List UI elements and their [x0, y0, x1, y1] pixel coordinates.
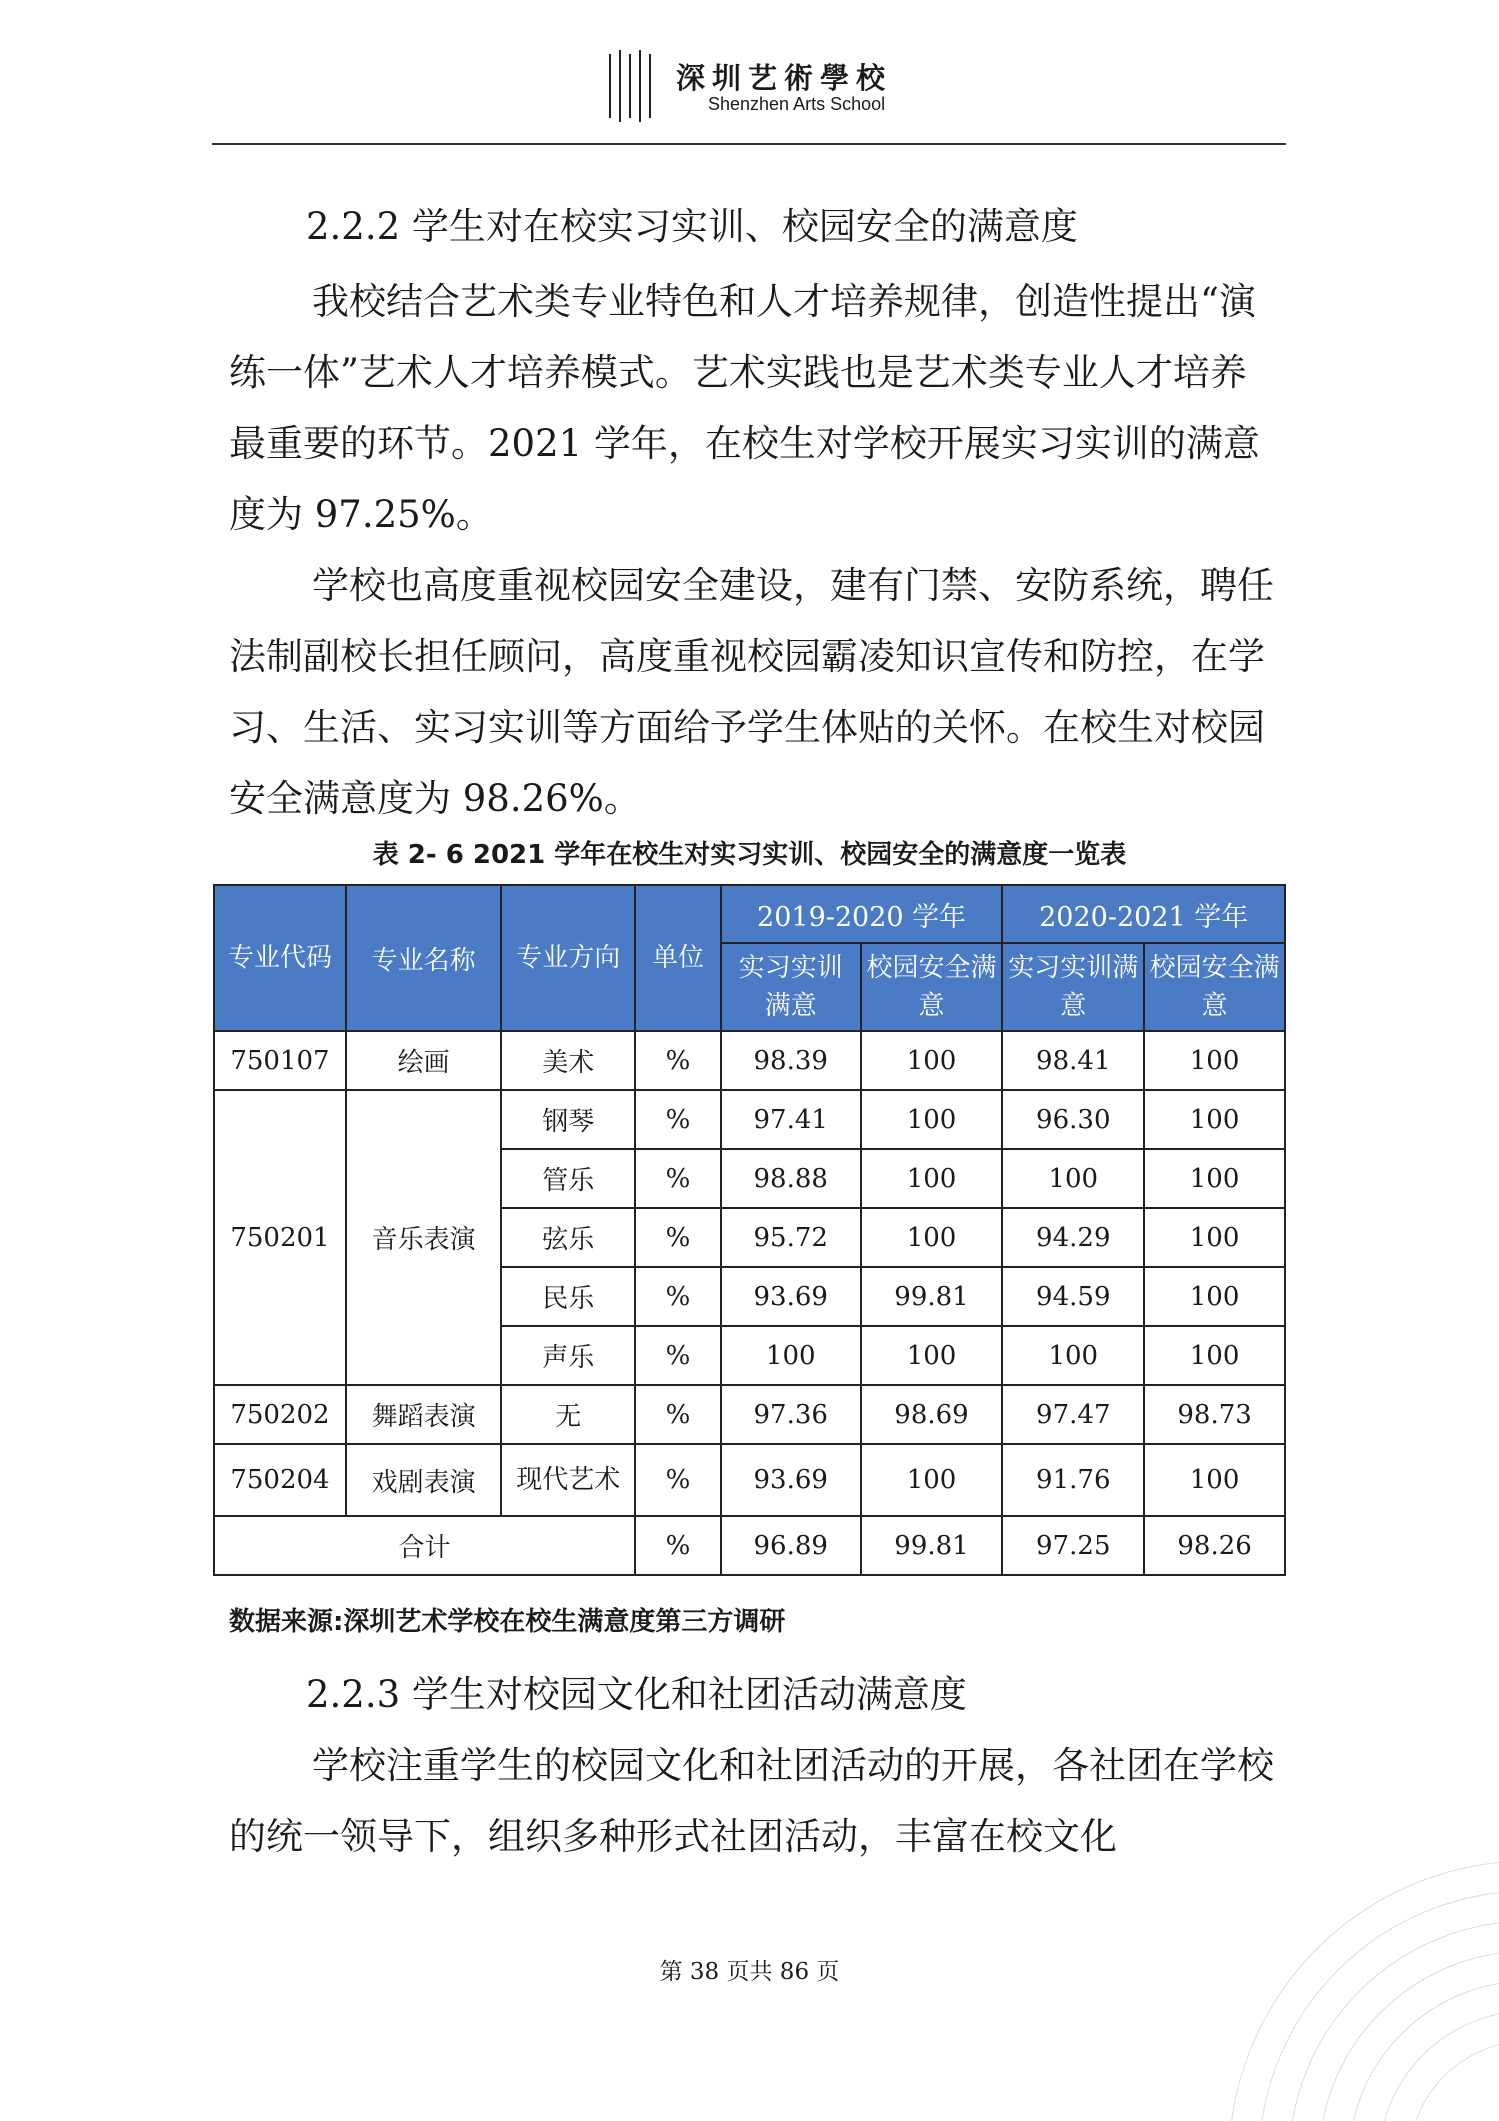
- cell-name: 音乐表演: [346, 1090, 502, 1385]
- cell-value: 98.88: [721, 1149, 861, 1208]
- cell-value: 97.36: [721, 1385, 861, 1444]
- table-row: [214, 1385, 1285, 1444]
- table-row: [214, 1444, 1285, 1516]
- header-unit: 单位: [635, 885, 721, 1031]
- cell-name: 舞蹈表演: [346, 1385, 502, 1444]
- cell-unit: %: [635, 1444, 721, 1516]
- cell-name: 戏剧表演: [346, 1444, 502, 1516]
- cell-value: 100: [861, 1326, 1003, 1385]
- cell-value: 97.41: [721, 1090, 861, 1149]
- cell-value: 95.72: [721, 1208, 861, 1267]
- school-name-cn: 深圳艺術學校: [676, 61, 893, 95]
- data-source-note: 数据来源:深圳艺术学校在校生满意度第三方调研: [229, 1607, 786, 1637]
- cell-value: 93.69: [721, 1444, 861, 1516]
- cell-value: 100: [861, 1149, 1003, 1208]
- header-direction: 专业方向: [501, 885, 635, 1031]
- cell-unit: %: [635, 1326, 721, 1385]
- cell-value: 100: [1144, 1444, 1285, 1516]
- cell-value: 100: [861, 1208, 1003, 1267]
- page-number: 第 38 页共 86 页: [659, 1959, 840, 1985]
- table-row: [214, 1031, 1285, 1090]
- cell-value: 91.76: [1002, 1444, 1144, 1516]
- paragraph: 学校也高度重视校园安全建设，建有门禁、安防系统，聘任法制副校长担任顾问，高度重视校园霸凌知识宣传和防控，在学习、生活、实习实训等方面给予学生体贴的关怀。在校生对校园安全满意度为 98.26%。: [229, 564, 1274, 820]
- header-practice: 实习实训满意: [1002, 943, 1144, 1031]
- cell-value: 96.30: [1002, 1090, 1144, 1149]
- cell-unit: %: [635, 1385, 721, 1444]
- cell-value: 99.81: [861, 1516, 1003, 1575]
- cell-unit: %: [635, 1031, 721, 1090]
- cell-value: 97.25: [1002, 1516, 1144, 1575]
- cell-direction: 管乐: [501, 1149, 635, 1208]
- cell-value: 100: [1144, 1090, 1285, 1149]
- cell-unit: %: [635, 1516, 721, 1575]
- cell-value: 98.39: [721, 1031, 861, 1090]
- cell-value: 98.73: [1144, 1385, 1285, 1444]
- header-name: 专业名称: [346, 885, 502, 1031]
- school-emblem-icon: [608, 50, 652, 122]
- school-name-en: Shenzhen Arts School: [708, 94, 886, 114]
- cell-value: 100: [1002, 1149, 1144, 1208]
- header-practice: 实习实训满意: [721, 943, 861, 1031]
- cell-value: 100: [1144, 1267, 1285, 1326]
- section-heading-223: 2.2.3 学生对校园文化和社团活动满意度: [306, 1673, 967, 1716]
- cell-value: 98.41: [1002, 1031, 1144, 1090]
- cell-value: 100: [861, 1090, 1003, 1149]
- paragraph: 我校结合艺术类专业特色和人才培养规律，创造性提出“演练一体”艺术人才培养模式。艺术实践也是艺术类专业人才培养最重要的环节。2021 学年，在校生对学校开展实习实训的满意度为 97.25%。: [229, 280, 1260, 536]
- cell-value: 98.26: [1144, 1516, 1285, 1575]
- header-year-2019-2020: 2019-2020 学年: [721, 885, 1003, 943]
- cell-unit: %: [635, 1090, 721, 1149]
- paragraph: 学校注重学生的校园文化和社团活动的开展，各社团在学校的统一领导下，组织多种形式社团活动，丰富在校文化: [229, 1744, 1274, 1858]
- header-divider: [212, 143, 1286, 145]
- cell-unit: %: [635, 1208, 721, 1267]
- cell-value: 99.81: [861, 1267, 1003, 1326]
- cell-direction: 民乐: [501, 1267, 635, 1326]
- header-year-2020-2021: 2020-2021 学年: [1002, 885, 1285, 943]
- cell-name: 绘画: [346, 1031, 502, 1090]
- header-safety: 校园安全满意: [861, 943, 1003, 1031]
- table-total-row: [214, 1516, 1285, 1575]
- section-223-body: [229, 1730, 1274, 1872]
- cell-unit: %: [635, 1267, 721, 1326]
- cell-unit: %: [635, 1149, 721, 1208]
- school-logo: [608, 50, 918, 122]
- cell-code: 750202: [214, 1385, 346, 1444]
- cell-value: 100: [1144, 1208, 1285, 1267]
- cell-value: 97.47: [1002, 1385, 1144, 1444]
- cell-direction: 无: [501, 1385, 635, 1444]
- cell-direction: 声乐: [501, 1326, 635, 1385]
- section-heading-222: 2.2.2 学生对在校实习实训、校园安全的满意度: [306, 205, 1078, 248]
- cell-code: 750107: [214, 1031, 346, 1090]
- decorative-swirl-graphic: [1199, 1601, 1499, 2121]
- cell-direction: 美术: [501, 1031, 635, 1090]
- section-222-body: [229, 266, 1274, 834]
- satisfaction-table: [213, 884, 1286, 1576]
- cell-value: 100: [1144, 1149, 1285, 1208]
- cell-value: 100: [721, 1326, 861, 1385]
- cell-direction: 现代艺术: [501, 1444, 635, 1516]
- table-row: [214, 1090, 1285, 1149]
- cell-code: 750201: [214, 1090, 346, 1385]
- header-safety: 校园安全满意: [1144, 943, 1285, 1031]
- cell-value: 100: [1144, 1326, 1285, 1385]
- cell-value: 98.69: [861, 1385, 1003, 1444]
- cell-value: 94.59: [1002, 1267, 1144, 1326]
- header-code: 专业代码: [214, 885, 346, 1031]
- cell-code: 750204: [214, 1444, 346, 1516]
- cell-value: 100: [1002, 1326, 1144, 1385]
- cell-value: 100: [861, 1031, 1003, 1090]
- table-caption: 表 2- 6 2021 学年在校生对实习实训、校园安全的满意度一览表: [372, 840, 1127, 870]
- cell-direction: 弦乐: [501, 1208, 635, 1267]
- cell-value: 96.89: [721, 1516, 861, 1575]
- cell-value: 93.69: [721, 1267, 861, 1326]
- cell-total-label: 合计: [214, 1516, 635, 1575]
- cell-value: 100: [861, 1444, 1003, 1516]
- cell-value: 94.29: [1002, 1208, 1144, 1267]
- cell-direction: 钢琴: [501, 1090, 635, 1149]
- cell-value: 100: [1144, 1031, 1285, 1090]
